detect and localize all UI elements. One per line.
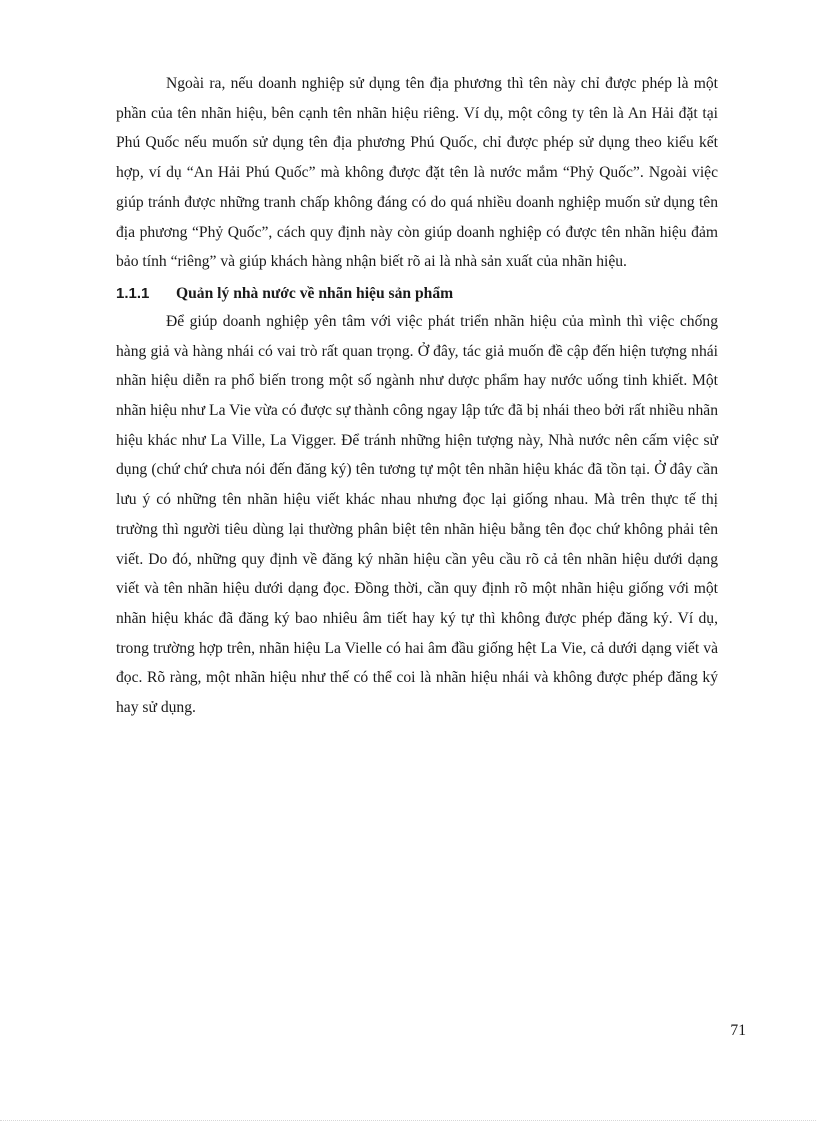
section-title: Quản lý nhà nước về nhãn hiệu sản phẩm [176,284,454,302]
page-bottom-edge [0,1120,816,1121]
section-body-paragraph: Để giúp doanh nghiệp yên tâm với việc phát triển nhãn hiệu của mình thì việc chống hàng giả và hàng nhái có vai trò rất quan trọng. Ở đây, tác giả muốn đề cập đến hiện tượng nhái nhãn hiệu diễn ra phổ biến trong một số ngành như dược phẩm hay nước uống tinh khiết. Một nhãn hiệu như La Vie vừa có được sự thành công ngay lập tức đã bị nhái theo bởi rất nhiều nhãn hiệu khác như La Ville, La Vigger. Để tránh những hiện tượng này, Nhà nước nên cấm việc sử dụng (chứ chứ chưa nói đến đăng ký) tên tương tự một tên nhãn hiệu khác đã tồn tại. Ở đây cần lưu ý có những tên nhãn hiệu viết khác nhau nhưng đọc lại giống nhau. Mà trên thực tế thị trường thì người tiêu dùng lại thường phân biệt tên nhãn hiệu bằng tên đọc chứ không phải tên viết. Do đó, những quy định về đăng ký nhãn hiệu cần yêu cầu rõ cả tên nhãn hiệu dưới dạng viết và tên nhãn hiệu dưới dạng đọc. Đồng thời, cần quy định rõ một nhãn hiệu giống với một nhãn hiệu khác đã đăng ký bao nhiêu âm tiết hay ký tự thì không được phép đăng ký. Ví dụ, trong trường hợp trên, nhãn hiệu La Vielle có hai âm đầu giống hệt La Vie, cả dưới dạng viết và đọc. Rõ ràng, một nhãn hiệu như thế có thể coi là nhãn hiệu nhái và không được phép đăng ký hay sử dụng. [116,312,718,717]
page-content [116,69,718,723]
page-number: 71 [730,1022,746,1039]
section-number: 1.1.1 [116,284,150,302]
section-heading [116,281,718,307]
intro-paragraph: Ngoài ra, nếu doanh nghiệp sử dụng tên địa phương thì tên này chỉ được phép là một phần của tên nhãn hiệu, bên cạnh tên nhãn hiệu riêng. Ví dụ, một công ty tên là An Hải đặt tại Phú Quốc nếu muốn sử dụng tên địa phương Phú Quốc, chỉ được phép sử dụng theo kiểu kết hợp, ví dụ “An Hải Phú Quốc” mà không được đặt tên là nước mắm “Phỷ Quốc”. Ngoài việc giúp tránh được những tranh chấp không đáng có do quá nhiều doanh nghiệp muốn sử dụng tên địa phương “Phỷ Quốc”, cách quy định này còn giúp doanh nghiệp có được tên nhãn hiệu đảm bảo tính “riêng” và giúp khách hàng nhận biết rõ ai là nhà sản xuất của nhãn hiệu. [116,75,718,271]
